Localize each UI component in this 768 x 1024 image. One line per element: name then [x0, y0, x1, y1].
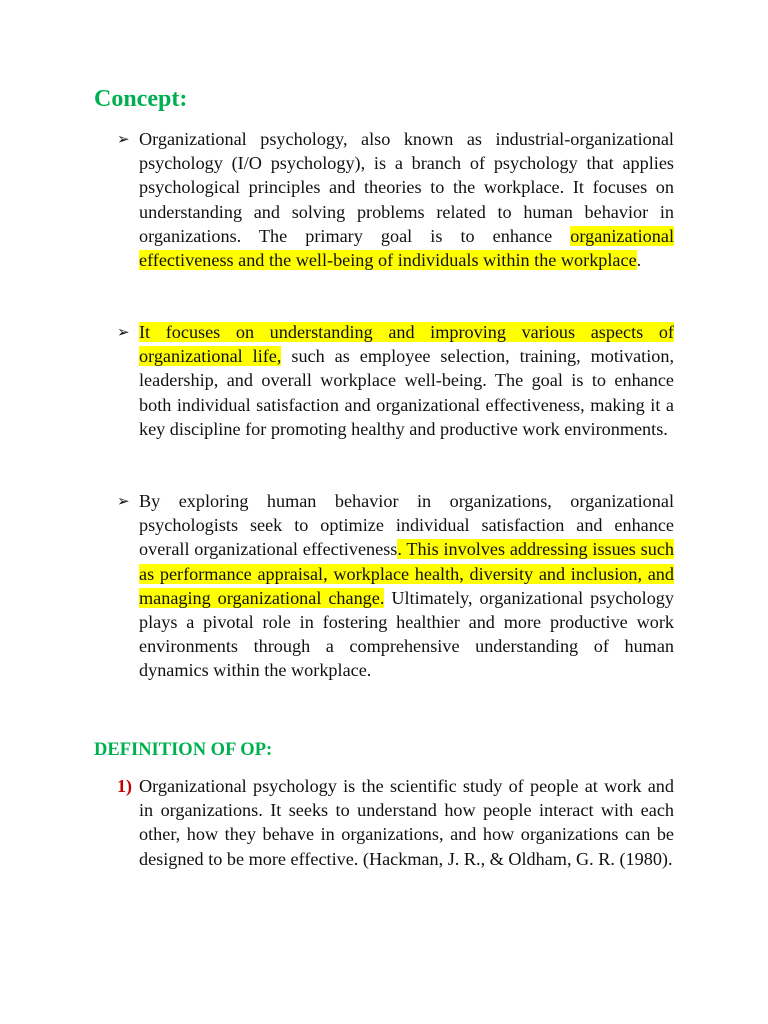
highlighted-text: It focuses on understanding and improving various aspects of organizational life,	[139, 322, 674, 367]
concept-heading: Concept:	[94, 86, 188, 112]
bullet-paragraph	[139, 127, 674, 272]
text-segment: .	[636, 250, 642, 271]
text-segment: Ultimately, organizational psychology plays a pivotal role in fostering healthier and more productive work environments through a comprehensive understanding of human dynamics within the workplace.	[139, 587, 674, 681]
bullet-paragraph	[139, 320, 674, 441]
text-segment: such as employee selection, training, motivation, leadership, and overall workplace well-being. The goal is to enhance both individual satisfaction and organizational effectiveness, making it a key discipline for promoting healthy and productive work environments.	[139, 346, 674, 439]
concept-bullet-2	[117, 320, 674, 441]
definition-heading: DEFINITION OF OP:	[94, 740, 273, 760]
concept-bullet-3	[117, 489, 674, 683]
definition-paragraph: Organizational psychology is the scientific study of people at work and in organizations. It seeks to understand how people interact with each other, how they behave in organizations, and how organizations can be designed to be more effective. (Hackman, J. R., & Oldham, G. R. (1980).	[139, 776, 674, 869]
text-segment: Organizational psychology, also known as industrial-organizational psychology (I/O psychology), is a branch of psychology that applies psychological principles and theories to the workplace. It focuses on understanding and solving problems related to human behavior in organizations. The primary goal is to enhance	[139, 129, 674, 246]
highlighted-text: . This involves addressing issues such as performance appraisal, workplace health, diversity and inclusion, and managing organizational change.	[139, 539, 674, 608]
highlighted-text: organizational effectiveness and the well-being of individuals within the workplace	[139, 225, 674, 271]
arrow-bullet-icon: ➢	[117, 130, 130, 148]
text-segment: By exploring human behavior in organizations, organizational psychologists seek to optimize individual satisfaction and enhance overall organizational effectiveness	[139, 491, 674, 560]
arrow-bullet-icon: ➢	[117, 323, 130, 341]
arrow-bullet-icon: ➢	[117, 492, 130, 510]
bullet-paragraph	[139, 489, 674, 683]
item-number: 1)	[117, 776, 132, 796]
definition-item-1	[117, 774, 674, 871]
concept-bullet-1	[117, 127, 674, 272]
